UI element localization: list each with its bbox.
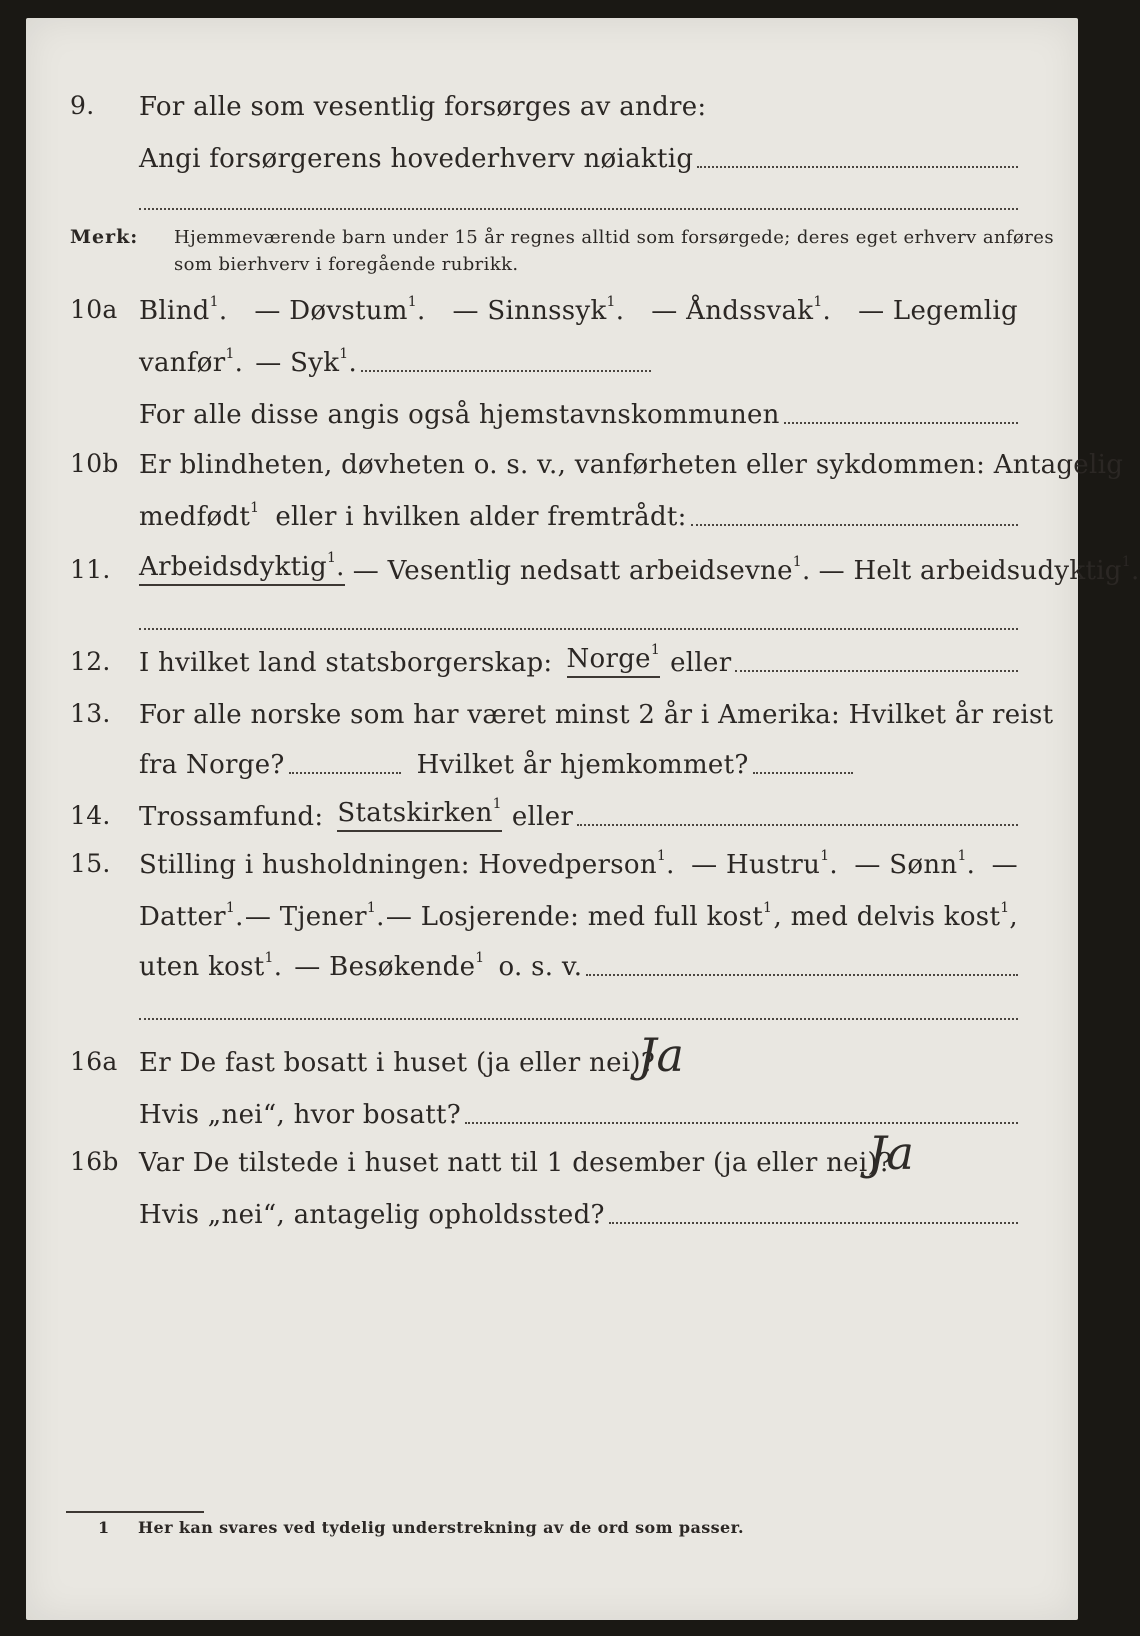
opt-medfodt[interactable]: medfødt$^1$: [139, 500, 260, 532]
q10b-line1: [26, 440, 1124, 484]
opt-besokende[interactable]: — Besøkende$^1$: [294, 950, 485, 982]
q16b-line2: [26, 1190, 1078, 1234]
opt-tjener[interactable]: — Tjener$^1$.: [244, 900, 385, 932]
q14-eller: eller: [511, 802, 574, 832]
footnote-mark: 1: [98, 1518, 110, 1537]
opt-delvis-kost[interactable]: , med delvis kost$^1$,: [773, 900, 1018, 932]
q16b-label: Var De tilstede i huset natt til 1 desember (ja eller nei)?: [139, 1148, 893, 1178]
q15-line3: [26, 942, 1078, 986]
opt-statskirken[interactable]: Statskirken$^1$: [337, 798, 501, 832]
q9-number: 9.: [70, 91, 95, 120]
q11-line1: [26, 546, 1140, 590]
q11-number: 11.: [70, 555, 111, 584]
q9-occupation-field[interactable]: [697, 165, 1018, 168]
opt-syk[interactable]: — Syk$^1$.: [255, 346, 358, 378]
q12-other-field[interactable]: [735, 669, 1018, 672]
q15-line2: [26, 892, 1078, 936]
q16a-bosatt-field[interactable]: [465, 1121, 1018, 1124]
opt-hovedperson[interactable]: Stilling i husholdningen: Hovedperson$^1$.: [139, 848, 675, 880]
q12-line: [26, 638, 1078, 682]
q13-number: 13.: [70, 699, 111, 728]
footnote-divider: [66, 1511, 204, 1513]
footnote-text: Her kan svares ved tydelig understrekning av de ord som passer.: [138, 1518, 744, 1537]
q12-eller: eller: [670, 648, 732, 678]
q15-dash: —: [991, 850, 1018, 880]
merk-text: Hjemmeværende barn under 15 år regnes alltid som forsørgede; deres eget erhverv anføres som bierhverv i foregående rubrikk.: [174, 227, 1054, 275]
opt-norge[interactable]: Norge$^1$: [567, 644, 661, 678]
opt-legemlig[interactable]: — Legemlig: [858, 296, 1018, 326]
opt-blind[interactable]: Blind$^1$.: [139, 294, 228, 326]
q9-line2: [26, 134, 1078, 178]
q12-number: 12.: [70, 647, 111, 676]
q13-hjemkommet-field[interactable]: [753, 771, 853, 774]
q10b-alder-label: eller i hvilken alder fremtrådt:: [275, 502, 687, 532]
opt-sonn[interactable]: — Sønn$^1$.: [854, 848, 976, 880]
merk-label: Merk:: [70, 226, 139, 248]
q15-other-field[interactable]: [586, 973, 1018, 976]
opt-andssvak[interactable]: — Åndssvak$^1$.: [651, 294, 832, 326]
opt-vanfor[interactable]: vanfør$^1$.: [139, 346, 244, 378]
opt-datter[interactable]: Datter$^1$.: [139, 900, 244, 932]
q16b-line1: [26, 1138, 1078, 1182]
q13-line2: [26, 740, 1078, 784]
opt-hustru[interactable]: — Hustru$^1$.: [691, 848, 838, 880]
q15-osv: o. s. v.: [498, 952, 583, 982]
q13-hjemkommet-label: Hvilket år hjemkommet?: [416, 750, 749, 780]
census-form-page: [26, 18, 1140, 1620]
q9-extra-field[interactable]: [139, 208, 1018, 210]
q13-reist-field[interactable]: [289, 771, 401, 774]
q16a-handwritten-answer: Ja: [638, 1028, 684, 1082]
q10a-line3: [26, 390, 1078, 434]
q10a-line2: [26, 338, 1078, 382]
q14-other-field[interactable]: [577, 823, 1018, 826]
q9-text: For alle som vesentlig forsørges av andre:: [139, 92, 707, 122]
q10a-hjemstavn-label: For alle disse angis også hjemstavnskommunen: [139, 400, 780, 430]
q16a-number: 16a: [70, 1047, 118, 1076]
opt-full-kost[interactable]: — Losjerende: med full kost$^1$: [385, 900, 773, 932]
q16b-number: 16b: [70, 1147, 119, 1176]
q14-number: 14.: [70, 801, 111, 830]
opt-uten-kost[interactable]: uten kost$^1$.: [139, 950, 283, 982]
q10b-line2: [26, 492, 1078, 536]
q14-line: [26, 792, 1078, 836]
q12-label: I hvilket land statsborgerskap:: [139, 648, 553, 678]
q16a-label: Er De fast bosatt i huset (ja eller nei)?: [139, 1048, 656, 1078]
q9-line1: [26, 82, 1078, 126]
opt-dovstum[interactable]: — Døvstum$^1$.: [254, 294, 426, 326]
q16b-opholdssted-label: Hvis „nei“, antagelig opholdssted?: [139, 1200, 605, 1230]
q15-line1: [26, 840, 1078, 884]
q16a-line2: [26, 1090, 1078, 1134]
q13-reist-label: fra Norge?: [139, 750, 285, 780]
q16a-line1: [26, 1038, 1078, 1082]
q10a-line1: [26, 286, 1078, 330]
q15-number: 15.: [70, 849, 111, 878]
opt-helt-arbeidsudyktig[interactable]: — Helt arbeidsudyktig$^1$.: [818, 554, 1140, 586]
q10a-hjemstavn-field[interactable]: [784, 421, 1018, 424]
q10a-syk-field[interactable]: [361, 369, 651, 372]
q10b-alder-field[interactable]: [691, 523, 1018, 526]
q14-label: Trossamfund:: [139, 802, 324, 832]
q16a-bosatt-label: Hvis „nei“, hvor bosatt?: [139, 1100, 461, 1130]
q16b-opholdssted-field[interactable]: [609, 1221, 1018, 1224]
q9-occupation-label: Angi forsørgerens hovederhverv nøiaktig: [139, 144, 694, 174]
opt-vesentlig-nedsatt[interactable]: — Vesentlig nedsatt arbeidsevne$^1$.: [352, 554, 811, 586]
opt-sinnssyk[interactable]: — Sinnssyk$^1$.: [452, 294, 625, 326]
q10a-number: 10a: [70, 295, 118, 324]
q15-extra-field[interactable]: [139, 1018, 1018, 1020]
opt-arbeidsdyktig[interactable]: Arbeidsdyktig$^1$.: [139, 552, 345, 586]
q10b-number: 10b: [70, 449, 119, 478]
q10b-text: Er blindheten, døvheten o. s. v., vanførheten eller sykdommen: Antagelig: [139, 450, 1124, 480]
q16b-handwritten-answer: Ja: [868, 1126, 914, 1180]
q11-extra-field[interactable]: [139, 628, 1018, 630]
q13-text: For alle norske som har været minst 2 år i Amerika: Hvilket år reist: [139, 700, 1054, 730]
q13-line1: [26, 690, 1078, 734]
